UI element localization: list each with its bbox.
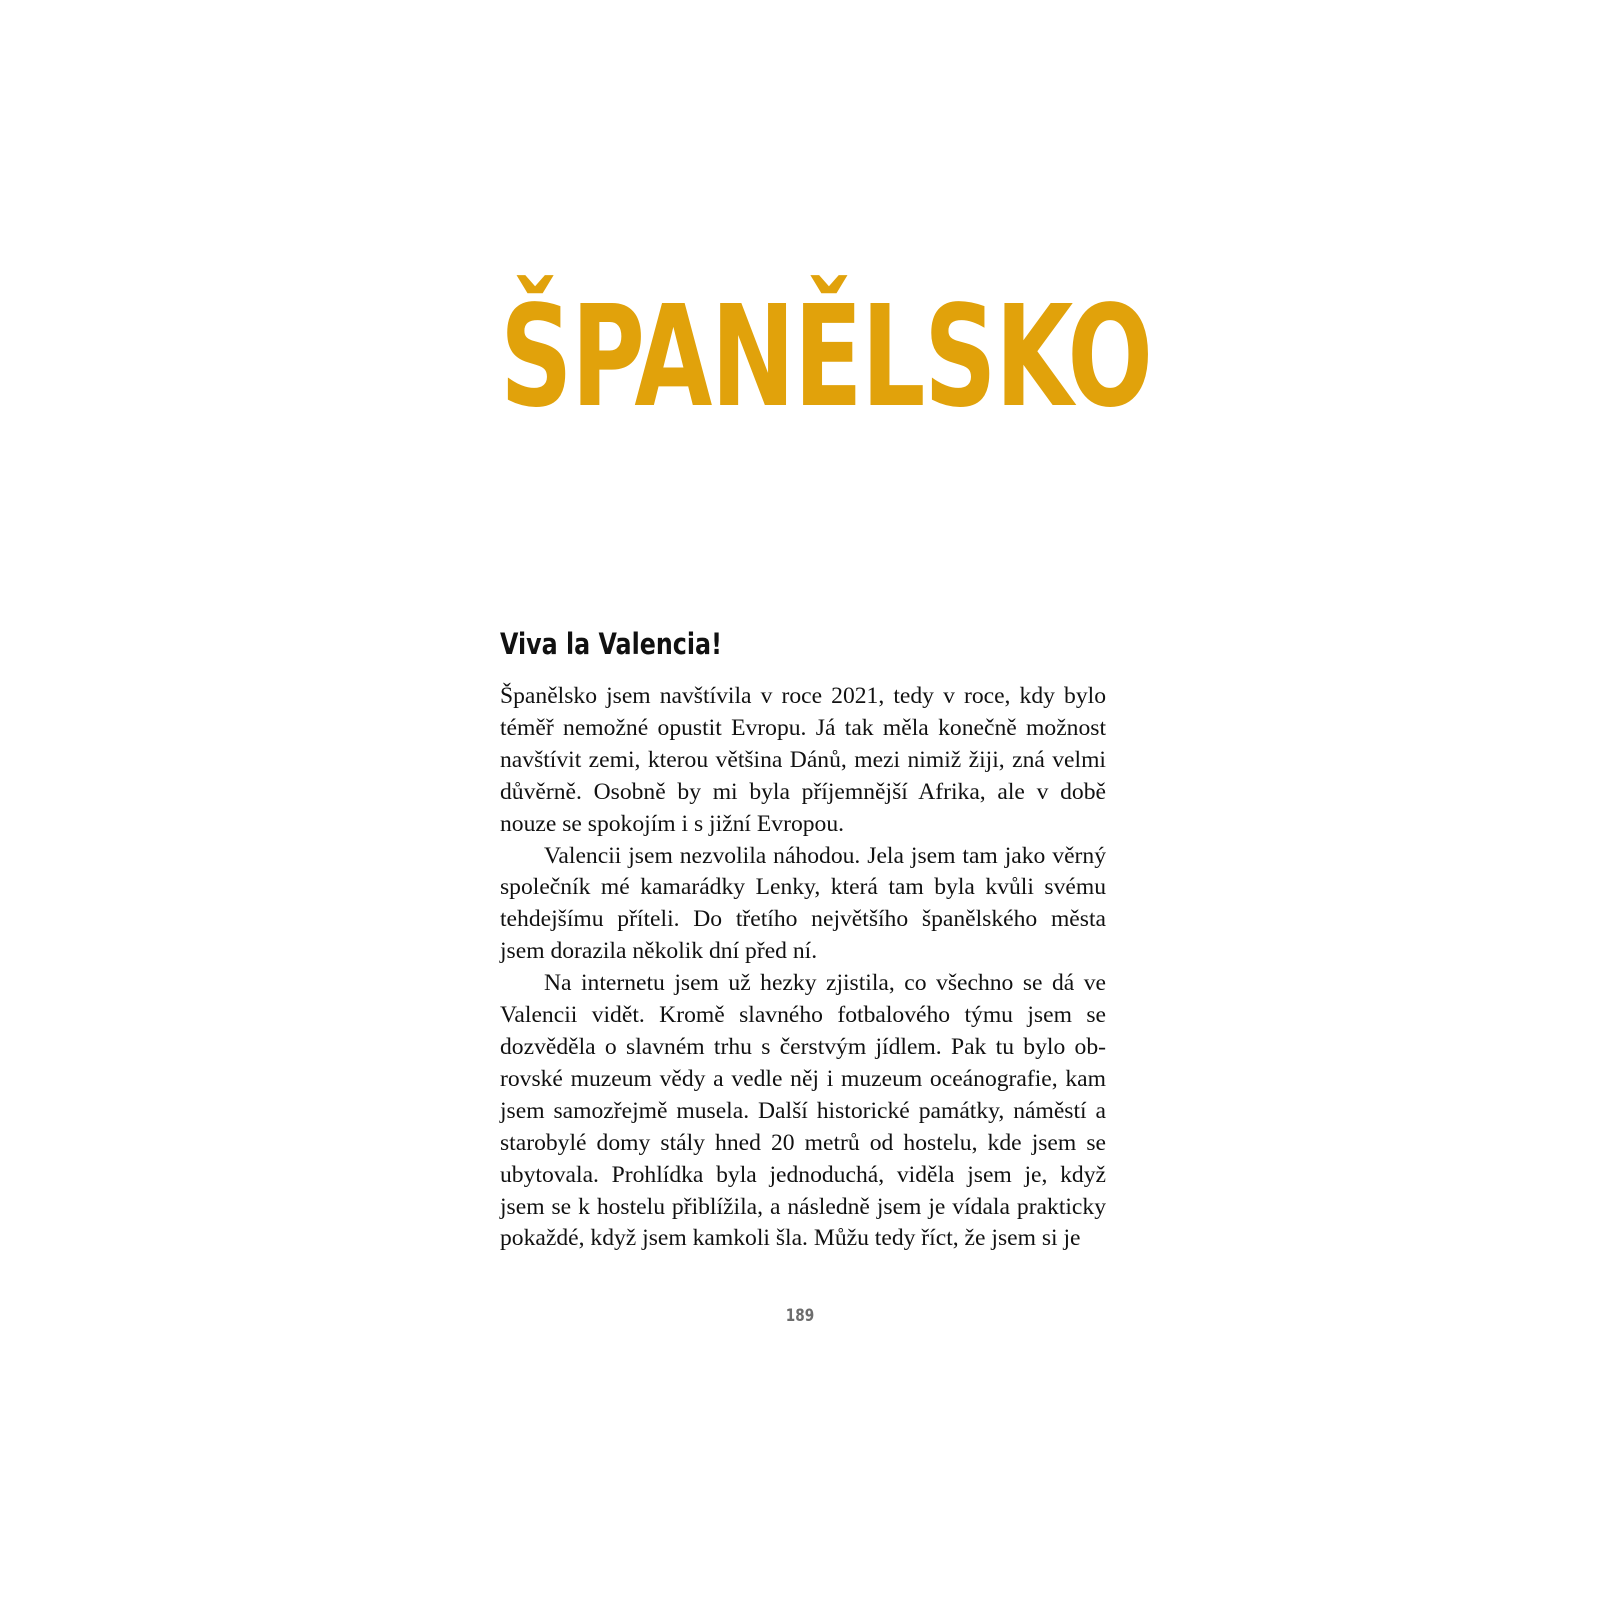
page-number: 189 [785, 1306, 815, 1326]
paragraph-1: Španělsko jsem navštívila v roce 2021, tedy v roce, kdy bylo téměř nemožné opustit Evropu. Já tak měla konečně možnost navštívit zemi, kterou většina Dánů, mezi nimiž žiji, zná velmi důvěrně. Osobně by mi byla příjemnější Afrika, ale v době nouze se spokojím i s jižní Evropou. [500, 683, 1106, 837]
section-heading: Viva la Valencia! [500, 627, 722, 661]
body-text [500, 681, 1106, 1255]
chapter-title: ŠPANĚLSKO [500, 276, 1152, 439]
paragraph-3: Na internetu jsem už hezky zjistila, co všechno se dá ve Valencii vidět. Kromě slavného fotbalového týmu jsem se dozvěděla o slavném trhu s čerstvým jídlem. Pak tu bylo obrovské muzeum vědy a vedle něj i muzeum oceánografie, kam jsem samozřejmě musela. Další historické památky, náměstí a starobylé domy stály hned 20 metrů od hostelu, kde jsem se ubytovala. Prohlídka byla jednoduchá, viděla jsem je, když jsem se k hostelu přiblížila, a následně jsem je vídala prakticky pokaždé, když jsem kamkoli šla. Můžu tedy říct, že jsem si je [500, 970, 1106, 1252]
paragraph-2: Valencii jsem nezvolila náhodou. Jela jsem tam jako věrný společník mé kamarádky Lenky, která tam byla kvůli svému tehdejšímu příteli. Do třetího největšího španělského města jsem dorazila několik dní před ní. [500, 842, 1106, 965]
